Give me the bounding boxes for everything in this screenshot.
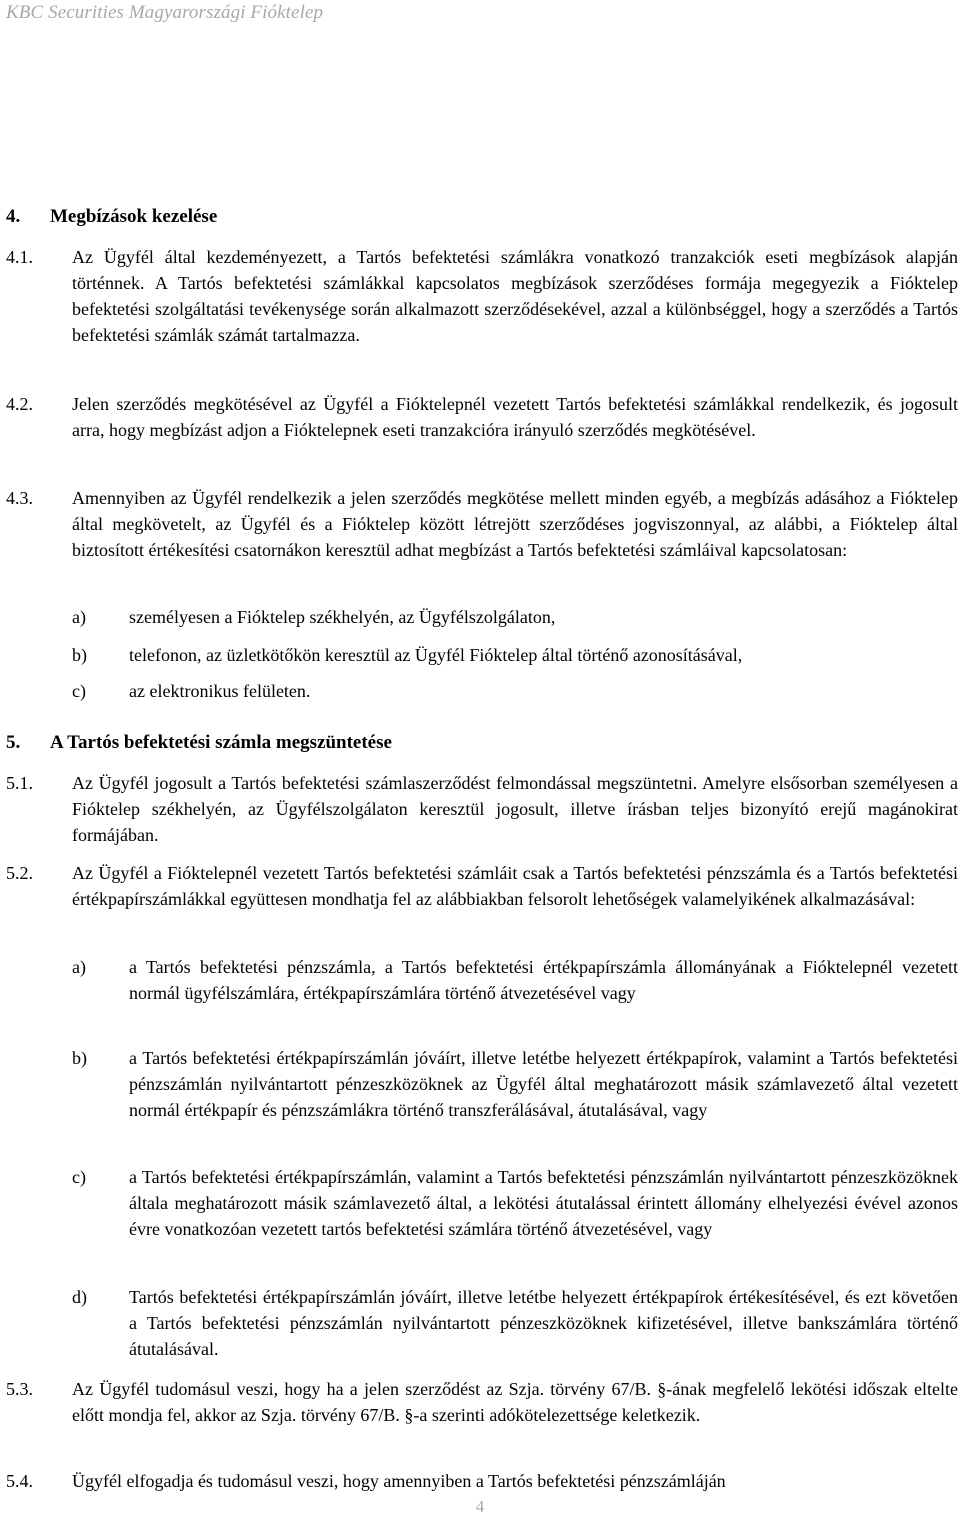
paragraph-text: Jelen szerződés megkötésével az Ügyfél a Fióktelepnél vezetett Tartós befektetési számlákkal rendelkezik, és jogosult arra, hogy megbízást adjon a Fióktelepnek eseti tranzakcióra irányuló szerződés megkötésével. [72,394,958,440]
paragraph-number: 5.2. [6,863,33,883]
paragraph-number: 5.1. [6,773,33,793]
list-item-text: az elektronikus felületen. [129,681,311,701]
list-item-letter: c) [72,1167,86,1187]
list-item [72,1045,958,1123]
paragraph-number: 4.3. [6,488,33,508]
list-item-letter: b) [72,645,87,665]
paragraph-5-1 [6,770,958,848]
list-item-text: Tartós befektetési értékpapírszámlán jóváírt, illetve letétbe helyezett értékpapírok értékesítésével, és ezt követően a Tartós befektetési pénzszámlán nyilvántartott pénzeszközöknek kifizetésével, illetve bankszámlára történő átutalásával. [129,1287,958,1359]
paragraph-number: 4.2. [6,394,33,414]
section-4-heading [6,204,217,230]
list-item [72,1164,958,1242]
paragraph-text: Az Ügyfél jogosult a Tartós befektetési számlaszerződést felmondással megszüntetni. Amelyre elsősorban személyesen a Fióktelep székhelyén, az Ügyfélszolgálaton keresztül jogosult, illetve írásban teljes bizonyító erejű magánokirat formájában. [72,773,958,845]
list-item-letter: a) [72,607,86,627]
list-item [72,954,958,1006]
paragraph-4-1 [6,244,958,348]
paragraph-number: 5.4. [6,1471,33,1491]
paragraph-5-3 [6,1376,958,1428]
section-5-heading [6,730,392,756]
section-title: Megbízások kezelése [50,206,218,227]
paragraph-5-4 [6,1468,958,1494]
paragraph-number: 5.3. [6,1379,33,1399]
list-item-text: a Tartós befektetési értékpapírszámlán jóváírt, illetve letétbe helyezett értékpapírok, valamint a Tartós befektetési pénzszámlán nyilvántartott pénzeszközöknek az Ügyfél által meghatározott másik számlavezető által vezetett normál értékpapír és pénzszámlákra történő transzferálásával, átutalásával, vagy [129,1048,958,1120]
paragraph-number: 4.1. [6,247,33,267]
paragraph-5-2 [6,860,958,912]
page-number: 4 [475,1497,485,1516]
list-item [72,604,958,630]
list-item-letter: a) [72,957,86,977]
paragraph-text: Ügyfél elfogadja és tudomásul veszi, hogy amennyiben a Tartós befektetési pénzszámláján [72,1471,726,1491]
list-item-text: a Tartós befektetési pénzszámla, a Tartós befektetési értékpapírszámla állományának a Fióktelepnél vezetett normál ügyfélszámlára, értékpapírszámlára történő átvezetésével vagy [129,957,958,1003]
list-item-letter: c) [72,681,86,701]
list-item-letter: d) [72,1287,87,1307]
paragraph-text: Az Ügyfél tudomásul veszi, hogy ha a jelen szerződést az Szja. törvény 67/B. §-ának megfelelő lekötési időszak eltelte előtt mondja fel, akkor az Szja. törvény 67/B. §-a szerinti adókötelezettsége keletkezik. [72,1379,958,1425]
list-item [72,1284,958,1362]
list-item [72,678,958,704]
list-item-letter: b) [72,1048,87,1068]
section-title: A Tartós befektetési számla megszüntetése [50,732,392,753]
list-item-text: a Tartós befektetési értékpapírszámlán, valamint a Tartós befektetési pénzszámlán nyilvántartott pénzeszközöknek általa meghatározott másik számlavezető által, a lekötési átutalással érintett állomány elhelyezési évével azonos évre vonatkozóan vezetett tartós befektetési számlára történő átvezetésével, vagy [129,1167,958,1239]
paragraph-text: Amennyiben az Ügyfél rendelkezik a jelen szerződés megkötése mellett minden egyéb, a megbízás adásához a Fióktelep által megkövetelt, az Ügyfél és a Fióktelep között létrejött szerződéses jogviszonnyal, az alábbi, a Fióktelep által biztosított értékesítési csatornákon keresztül adhat megbízást a Tartós befektetési számláival kapcsolatosan: [72,488,958,560]
section-number: 4. [6,206,21,227]
paragraph-4-2 [6,391,958,443]
section-number: 5. [6,732,21,753]
paragraph-4-3 [6,485,958,563]
list-item-text: telefonon, az üzletkötőkön keresztül az Ügyfél Fióktelep által történő azonosításával, [129,645,743,665]
paragraph-text: Az Ügyfél a Fióktelepnél vezetett Tartós befektetési számláit csak a Tartós befektetési pénzszámla és a Tartós befektetési értékpapírszámlákkal együttesen mondhatja fel az alábbiakban felsorolt lehetőségek valamelyikének alkalmazásával: [72,863,958,909]
list-item [72,642,958,668]
paragraph-text: Az Ügyfél által kezdeményezett, a Tartós befektetési számlákra vonatkozó tranzakciók eseti megbízások alapján történnek. A Tartós befektetési számlákkal kapcsolatos megbízások szerződéses formája megegyezik a Fióktelep befektetési szolgáltatási tevékenysége során alkalmazott szerződésekével, azzal a különbséggel, hogy a szerződés a Tartós befektetési számlák számát tartalmazza. [72,247,958,345]
list-item-text: személyesen a Fióktelep székhelyén, az Ügyfélszolgálaton, [129,607,556,627]
document-header: KBC Securities Magyarországi Fióktelep [6,2,324,23]
